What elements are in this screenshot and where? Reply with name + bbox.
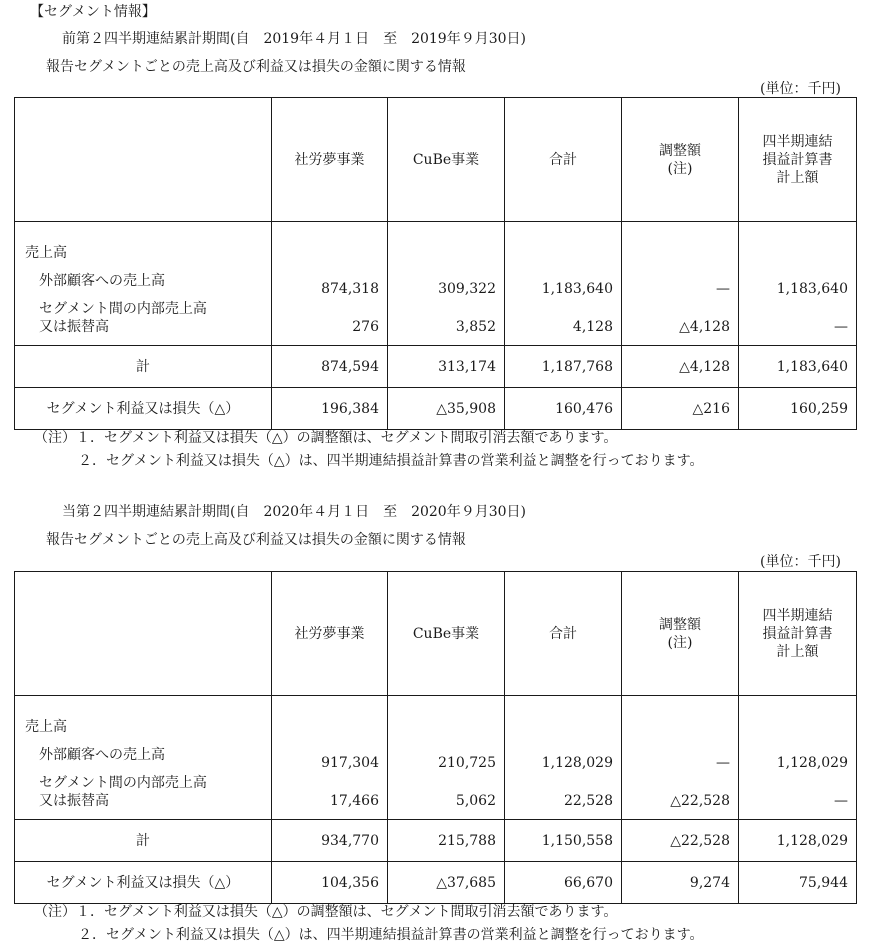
- profit-row: [15, 862, 857, 904]
- section-title: 【セグメント情報】: [30, 4, 156, 20]
- internal-sales-label-1: セグメント間の内部売上高: [39, 301, 207, 317]
- sales-col-consolidated: [739, 696, 857, 820]
- external-value: 874,318: [321, 281, 379, 297]
- total-value: 215,788: [438, 832, 496, 849]
- profit-value: 160,259: [790, 400, 848, 417]
- internal-value: 276: [352, 319, 379, 335]
- external-value: 210,725: [438, 755, 496, 771]
- note-2: ２．セグメント利益又は損失（△）は、四半期連結損益計算書の営業利益と調整を行っております。: [78, 927, 704, 943]
- header-cube: CuBe事業: [388, 98, 505, 222]
- note-2: ２．セグメント利益又は損失（△）は、四半期連結損益計算書の営業利益と調整を行っております。: [78, 453, 704, 469]
- total-value: △4,128: [679, 358, 730, 375]
- note-1: （注）１．セグメント利益又は損失（△）の調整額は、セグメント間取引消去額であります。: [34, 430, 618, 446]
- total-value: 1,150,558: [541, 832, 613, 849]
- header-consolidated: 四半期連結 損益計算書 計上額: [739, 98, 857, 222]
- internal-value: —: [834, 319, 848, 335]
- profit-value: △35,908: [436, 400, 496, 417]
- header-shaloumu: 社労夢事業: [272, 572, 388, 696]
- header-adjustment: 調整額 (注): [622, 98, 739, 222]
- external-value: 1,183,640: [776, 281, 848, 297]
- period-label: 当第２四半期連結累計期間(自 2020年４月１日 至 2020年９月30日): [62, 504, 526, 520]
- header-row: [15, 98, 857, 222]
- external-value: 1,128,029: [541, 755, 613, 771]
- sales-label: 売上高: [25, 245, 67, 261]
- profit-value: 9,274: [689, 874, 730, 891]
- total-row: [15, 346, 857, 388]
- sales-labels: [15, 696, 272, 820]
- period-label: 前第２四半期連結累計期間(自 2019年４月１日 至 2019年９月30日): [62, 31, 526, 47]
- sales-col-shaloumu: [272, 696, 388, 820]
- sales-col-total: [505, 222, 622, 346]
- profit-value: 66,670: [564, 874, 613, 891]
- sales-block: [15, 696, 857, 820]
- external-value: —: [716, 281, 730, 297]
- sales-col-total: [505, 696, 622, 820]
- profit-value: 104,356: [321, 874, 379, 891]
- total-value: △22,528: [670, 832, 730, 849]
- segment-table-current: [14, 571, 857, 904]
- total-value: 1,128,029: [776, 832, 848, 849]
- total-row: [15, 820, 857, 862]
- internal-value: 5,062: [455, 793, 496, 809]
- table-subtitle: 報告セグメントごとの売上高及び利益又は損失の金額に関する情報: [46, 59, 466, 75]
- internal-value: —: [834, 793, 848, 809]
- external-value: 309,322: [438, 281, 496, 297]
- total-label: 計: [15, 346, 272, 388]
- header-row: [15, 572, 857, 696]
- total-label: 計: [15, 820, 272, 862]
- header-total: 合計: [505, 98, 622, 222]
- external-sales-label: 外部顧客への売上高: [39, 747, 165, 763]
- sales-col-consolidated: [739, 222, 857, 346]
- internal-sales-label-2: 又は振替高: [39, 793, 109, 809]
- sales-labels: [15, 222, 272, 346]
- table-subtitle: 報告セグメントごとの売上高及び利益又は損失の金額に関する情報: [46, 532, 466, 548]
- header-cube: CuBe事業: [388, 572, 505, 696]
- sales-col-adjustment: [622, 696, 739, 820]
- header-consolidated: 四半期連結 損益計算書 計上額: [739, 572, 857, 696]
- profit-value: 160,476: [555, 400, 613, 417]
- internal-sales-label-1: セグメント間の内部売上高: [39, 775, 207, 791]
- header-cell-empty: [15, 572, 272, 696]
- external-value: 917,304: [321, 755, 379, 771]
- internal-value: 4,128: [572, 319, 613, 335]
- sales-block: [15, 222, 857, 346]
- total-value: 1,183,640: [776, 358, 848, 375]
- profit-label: セグメント利益又は損失（△）: [15, 862, 272, 904]
- total-value: 874,594: [321, 358, 379, 375]
- sales-col-shaloumu: [272, 222, 388, 346]
- profit-label: セグメント利益又は損失（△）: [15, 388, 272, 430]
- total-value: 934,770: [321, 832, 379, 849]
- unit-label: (単位：千円): [760, 81, 841, 97]
- header-total: 合計: [505, 572, 622, 696]
- external-sales-label: 外部顧客への売上高: [39, 273, 165, 289]
- unit-label: (単位：千円): [760, 554, 841, 570]
- internal-value: △4,128: [679, 319, 730, 335]
- internal-value: △22,528: [670, 793, 730, 809]
- sales-col-cube: [388, 222, 505, 346]
- profit-value: △216: [692, 400, 730, 417]
- profit-value: 196,384: [321, 400, 379, 417]
- internal-value: 3,852: [455, 319, 496, 335]
- sales-label: 売上高: [25, 719, 67, 735]
- header-shaloumu: 社労夢事業: [272, 98, 388, 222]
- internal-value: 22,528: [564, 793, 613, 809]
- sales-col-cube: [388, 696, 505, 820]
- internal-value: 17,466: [330, 793, 379, 809]
- segment-table-prior: [14, 97, 857, 430]
- header-cell-empty: [15, 98, 272, 222]
- total-value: 1,187,768: [541, 358, 613, 375]
- external-value: 1,128,029: [776, 755, 848, 771]
- total-value: 313,174: [438, 358, 496, 375]
- note-1: （注）１．セグメント利益又は損失（△）の調整額は、セグメント間取引消去額であります。: [34, 904, 618, 920]
- external-value: —: [716, 755, 730, 771]
- header-adjustment: 調整額 (注): [622, 572, 739, 696]
- sales-col-adjustment: [622, 222, 739, 346]
- profit-row: [15, 388, 857, 430]
- internal-sales-label-2: 又は振替高: [39, 319, 109, 335]
- profit-value: 75,944: [799, 874, 848, 891]
- external-value: 1,183,640: [541, 281, 613, 297]
- profit-value: △37,685: [436, 874, 496, 891]
